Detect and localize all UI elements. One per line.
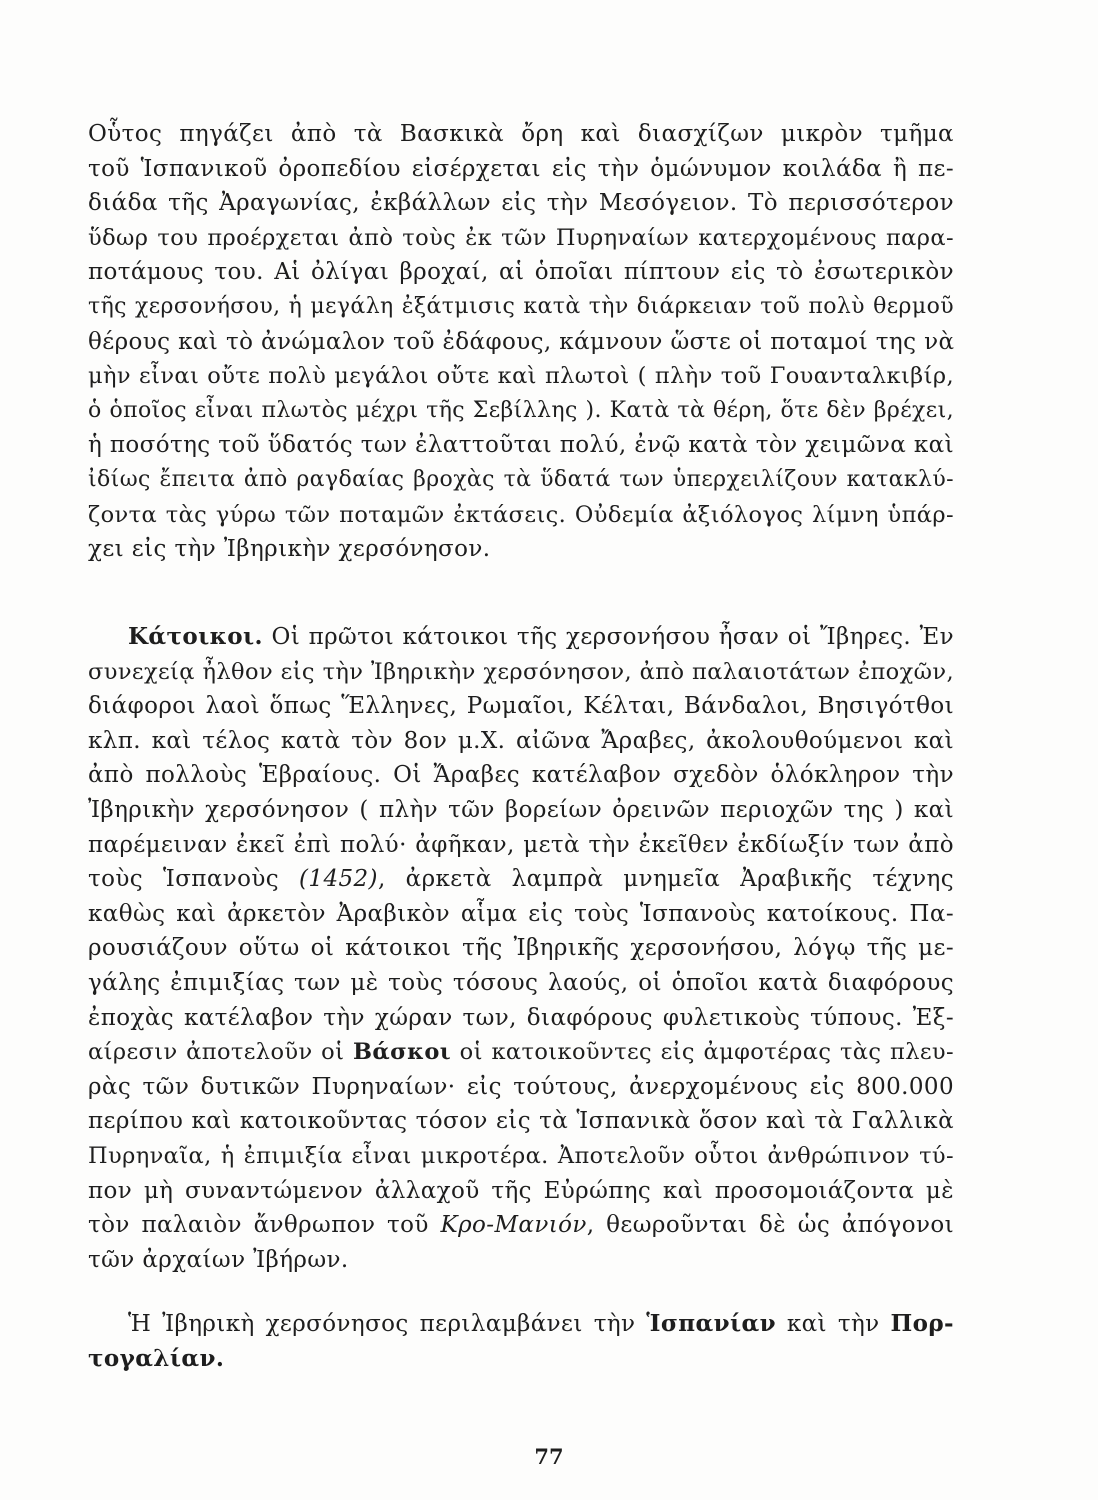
text-line: Πυρηναῖα, ἡ ἐπιμιξία εἶναι μικροτέρα. Ἀποτελοῦν οὗτοι ἀνθρώπινον τύ- (88, 1142, 954, 1169)
text-line: ρουσιάζουν οὕτω οἱ κάτοικοι τῆς Ἰβηρικῆς χερσονήσου, λόγῳ τῆς με- (88, 935, 954, 962)
text-run: , θεωροῦνται δὲ ὡς ἀπόγονοι (586, 1212, 954, 1239)
text-run: τὸν παλαιὸν ἄνθρωπον τοῦ (88, 1212, 441, 1239)
text-line: Οὗτος πηγάζει ἀπὸ τὰ Βασκικὰ ὄρη καὶ διασχίζων μικρὸν τμῆμα (88, 121, 954, 147)
text-line: Ἰβηρικὴν χερσόνησον ( πλὴν τῶν βορείων ὀρεινῶν περιοχῶν της ) καὶ (88, 796, 954, 823)
paragraph-inhabitants (88, 620, 954, 1277)
text-line: ὕδωρ του προέρχεται ἀπὸ τοὺς ἐκ τῶν Πυρηναίων κατερχομένους παρα- (88, 224, 954, 251)
text-line: μὴν εἶναι οὔτε πολὺ μεγάλοι οὔτε καὶ πλωτοὶ ( πλὴν τοῦ Γουανταλκιβίρ, (88, 363, 954, 390)
text-line: χει εἰς τὴν Ἰβηρικὴν χερσόνησον. (88, 536, 491, 563)
cromagnon-italic: Κρο-Μανιόν (440, 1212, 587, 1239)
text-line: ρὰς τῶν δυτικῶν Πυρηναίων· εἰς τούτους, ἀνερχομένους εἰς 800.000 (88, 1073, 954, 1100)
paragraph-countries (88, 1307, 954, 1376)
text-line: διάδα τῆς Ἀραγωνίας, ἐκβάλλων εἰς τὴν Μεσόγειον. Τὸ περισσότερον (88, 190, 954, 217)
text-line: πον μὴ συναντώμενον ἀλλαχοῦ τῆς Εὐρώπης καὶ προσομοιάζοντα μὲ (88, 1177, 954, 1204)
text-run: καὶ τὴν (775, 1311, 891, 1337)
text-line: ζοντα τὰς γύρω τῶν ποταμῶν ἐκτάσεις. Οὐδεμία ἀξιόλογος λίμνη ὑπάρ- (88, 501, 954, 528)
portugal-bold-part1: Πορ- (890, 1310, 954, 1337)
paragraph-rivers (88, 117, 954, 567)
text-line (88, 1307, 954, 1342)
text-line: ἡ ποσότης τοῦ ὕδατός των ἐλαττοῦται πολύ, ἐνῷ κατὰ τὸν χειμῶνα καὶ (88, 432, 954, 459)
text-line: γάλης ἐπιμιξίας των μὲ τοὺς τόσους λαούς, οἱ ὁποῖοι κατὰ διαφόρους (88, 969, 954, 996)
text-line: τοῦ Ἱσπανικοῦ ὀροπεδίου εἰσέρχεται εἰς τὴν ὁμώνυμον κοιλάδα ἢ πε- (88, 155, 954, 182)
text-line: διάφοροι λαοὶ ὅπως Ἕλληνες, Ρωμαῖοι, Κέλται, Βάνδαλοι, Βησιγότθοι (88, 693, 954, 720)
text-line: θέρους καὶ τὸ ἀνώμαλον τοῦ ἐδάφους, κάμνουν ὥστε οἱ ποταμοί της νὰ (88, 328, 955, 355)
text-run: αίρεσιν ἀποτελοῦν οἱ (88, 1039, 353, 1066)
text-run: Οἱ πρῶτοι κάτοικοι τῆς χερσονήσου ἦσαν οἱ Ἴβηρες. Ἐν (262, 624, 954, 650)
year-italic: (1452) (299, 866, 378, 893)
portugal-bold-part2: τογαλίαν. (88, 1344, 225, 1372)
text-line: ποτάμους του. Αἱ ὀλίγαι βροχαί, αἱ ὁποῖαι πίπτουν εἰς τὸ ἐσωτερικὸν (88, 259, 954, 286)
text-line: ὁ ὁποῖος εἶναι πλωτὸς μέχρι τῆς Σεβίλλης ). Κατὰ τὰ θέρη, ὅτε δὲν βρέχει, (88, 397, 954, 423)
text-run: Ἡ Ἰβηρικὴ χερσόνησος περιλαμβάνει τὴν (128, 1311, 647, 1337)
text-line (88, 620, 954, 655)
text-line (88, 1035, 954, 1070)
text-line (88, 1208, 954, 1243)
text-line: ἐποχὰς κατέλαβον τὴν χώραν των, διαφόρους φυλετικοὺς τύπους. Ἐξ- (88, 1004, 954, 1031)
text-line: παρέμειναν ἐκεῖ ἐπὶ πολύ· ἀφῆκαν, μετὰ τὴν ἐκεῖθεν ἐκδίωξίν των ἀπὸ (88, 831, 954, 858)
page-number: 77 (534, 1444, 564, 1469)
text-line: καθὼς καὶ ἀρκετὸν Ἀραβικὸν αἷμα εἰς τοὺς Ἱσπανοὺς κατοίκους. Πα- (88, 900, 954, 927)
spain-bold: Ἱσπανίαν (646, 1310, 776, 1337)
text-line: τῶν ἀρχαίων Ἰβήρων. (88, 1246, 349, 1273)
text-line: ἰδίως ἔπειτα ἀπὸ ραγδαίας βροχὰς τὰ ὕδατά των ὑπερχειλίζουν κατακλύ- (88, 466, 954, 492)
text-line: περίπου καὶ κατοικοῦντας τόσον εἰς τὰ Ἱσπανικὰ ὅσον καὶ τὰ Γαλλικὰ (88, 1108, 954, 1135)
text-run: οἱ κατοικοῦντες εἰς ἀμφοτέρας τὰς πλευ- (451, 1039, 955, 1066)
text-line: κλπ. καὶ τέλος κατὰ τὸν 8ον μ.Χ. αἰῶνα Ἄραβες, ἀκολουθούμενοι καὶ (88, 727, 954, 754)
section-heading: Κάτοικοι. (128, 623, 263, 650)
text-line (88, 862, 954, 897)
basques-bold: Βάσκοι (352, 1039, 452, 1066)
text-line: συνεχείᾳ ἦλθον εἰς τὴν Ἰβηρικὴν χερσόνησον, ἀπὸ παλαιοτάτων ἐποχῶν, (88, 658, 954, 685)
text-run: τοὺς Ἱσπανοὺς (88, 866, 300, 893)
text-run: , ἀρκετὰ λαμπρὰ μνημεῖα Ἀραβικῆς τέχνης (377, 866, 954, 893)
text-line: τῆς χερσονήσου, ἡ μεγάλη ἐξάτμισις κατὰ τὴν διάρκειαν τοῦ πολὺ θερμοῦ (88, 293, 954, 319)
text-line: ἀπὸ πολλοὺς Ἑβραίους. Οἱ Ἄραβες κατέλαβον σχεδὸν ὁλόκληρον τὴν (88, 762, 954, 789)
